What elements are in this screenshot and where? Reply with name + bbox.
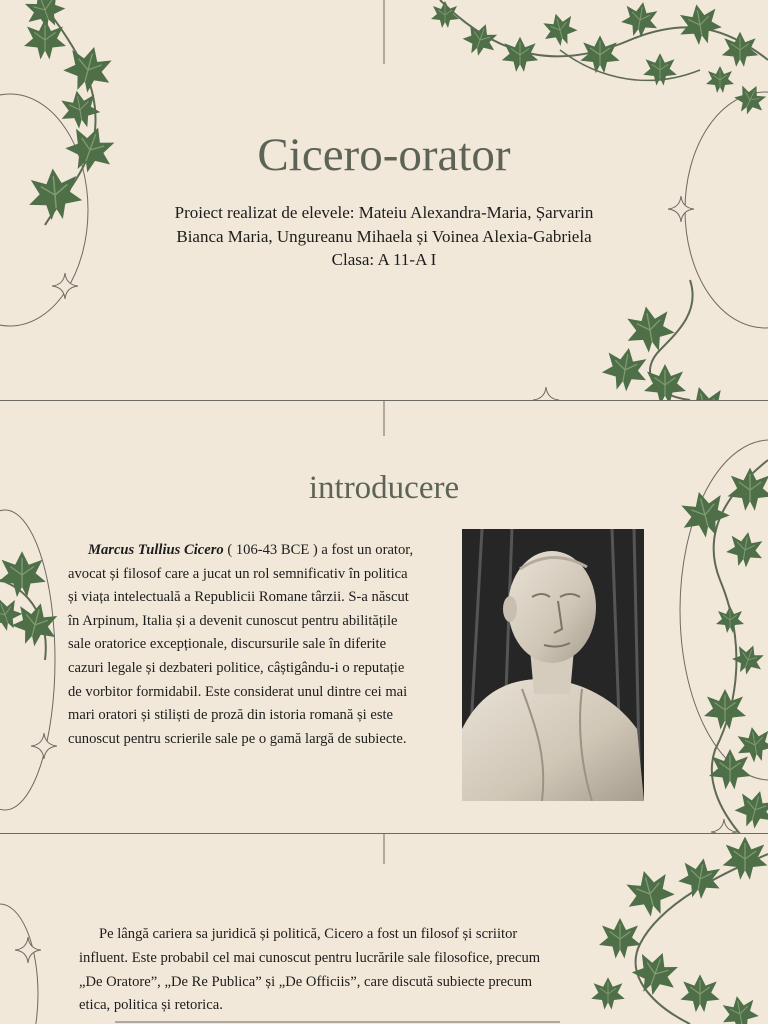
section-title: introducere: [308, 470, 460, 506]
slide-philosophy: [0, 834, 768, 1024]
cicero-name: Marcus Tullius Cicero: [88, 542, 224, 558]
cicero-bust-photo: [462, 529, 644, 801]
project-credits: [100, 201, 668, 272]
page-title: Cicero-orator: [257, 129, 511, 181]
class-line: Clasa: A 11-A I: [331, 250, 437, 269]
slide-separator: [0, 833, 768, 834]
credits-line: Bianca Maria, Ungureanu Mihaela și Voinea Alexia-Gabriela: [176, 226, 592, 246]
credits-line: Proiect realizat de elevele: Mateiu Alexandra-Maria, Șarvarin: [174, 203, 594, 222]
philosophy-text: Pe lângă cariera sa juridică și politică, Cicero a fost un filosof și scriitor influent. Este probabil cel mai cunoscut pentru lucrările sale filosofice, precum „De Oratore”, „De Re Publica” și „De Officiis”, care discută subiecte precum etica, politica și retorica.: [79, 926, 541, 1014]
philosophy-paragraph: [79, 923, 559, 1018]
ivy-decoration: [0, 0, 768, 400]
slide-title: [0, 0, 768, 400]
intro-text: ( 106-43 BCE ) a fost un orator, avocat și filosof care a jucat un rol semnificativ în politica și viața intelectuală a Republicii Romane târzii. S-a născut în Arpinum, Italia și a devenit cunoscut pentru abilitățile sale oratorice excepționale, discursurile sale în diferite cazuri legale și dezbateri politice, câștigându-i o reputație de vorbitor formidabil. Este considerat unul dintre cei mai mari oratori și stiliști de proză din istoria romană și este cunoscut pentru scrierile sale pe o gamă largă de subiecte.: [68, 542, 414, 747]
intro-paragraph: [68, 539, 418, 751]
slide-separator: [0, 400, 768, 401]
slide-introduction: [0, 400, 768, 834]
